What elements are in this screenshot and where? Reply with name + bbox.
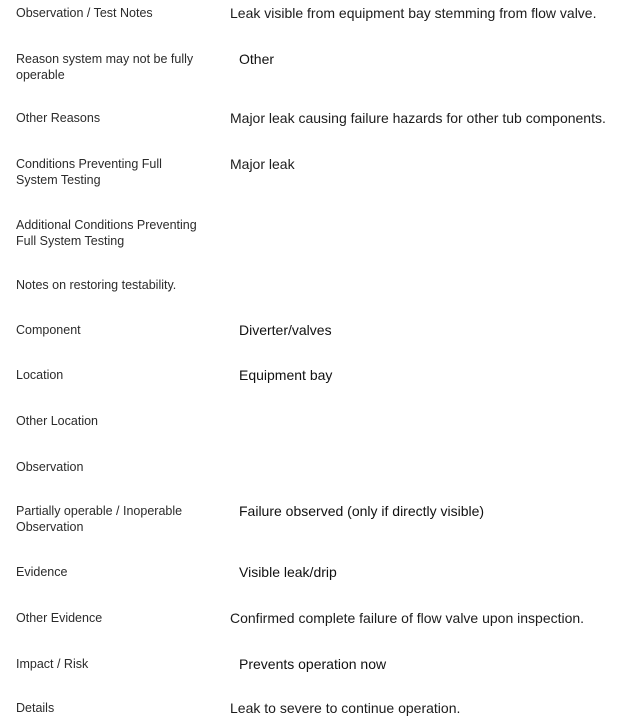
field-label: Observation / Test Notes — [16, 6, 153, 20]
field-label: Other Location — [16, 414, 98, 428]
field-label: Partially operable / Inoperable Observation — [16, 504, 183, 534]
field-value: Major leak causing failure hazards for other tub components. — [230, 110, 606, 126]
field-value: Visible leak/drip — [239, 564, 337, 580]
field-value: Failure observed (only if directly visible) — [239, 503, 485, 519]
field-label: Conditions Preventing Full System Testing — [16, 157, 162, 187]
field-label: Details — [16, 701, 55, 715]
field-value: Other — [239, 51, 275, 67]
field-value: Leak to severe to continue operation. — [230, 700, 461, 716]
field-label: Component — [16, 323, 81, 337]
field-label: Notes on restoring testability. — [16, 278, 177, 292]
field-label: Additional Conditions Preventing Full System Testing — [16, 218, 197, 248]
field-value: Confirmed complete failure of flow valve upon inspection. — [230, 610, 585, 626]
field-label: Other Reasons — [16, 111, 101, 125]
field-label: Impact / Risk — [16, 657, 89, 671]
field-value: Equipment bay — [239, 367, 333, 383]
field-label: Observation — [16, 460, 84, 474]
field-value: Diverter/valves — [239, 322, 332, 338]
field-label: Evidence — [16, 565, 68, 579]
field-value: Major leak — [230, 156, 295, 172]
field-label: Location — [16, 368, 64, 382]
field-value: Leak visible from equipment bay stemming from flow valve. — [230, 5, 597, 21]
field-value: Prevents operation now — [239, 656, 387, 672]
field-label: Reason system may not be fully operable — [16, 52, 194, 82]
field-label: Other Evidence — [16, 611, 103, 625]
